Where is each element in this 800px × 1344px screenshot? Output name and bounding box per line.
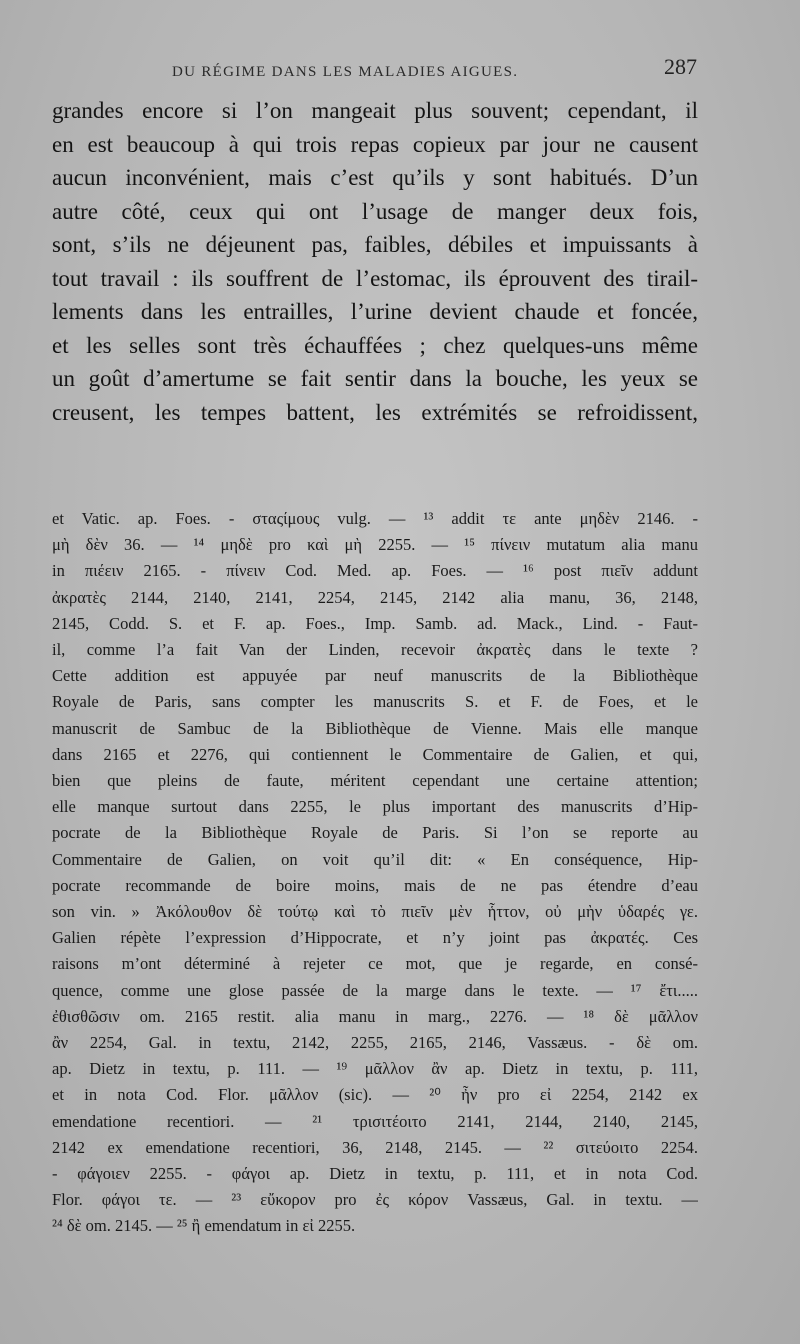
note-line: 2145, Codd. S. et F. ap. Foes., Imp. Samb. ad. Mack., Lind. - Faut-	[52, 613, 698, 633]
main-text-block	[52, 94, 698, 429]
note-line: manuscrit de Sambuc de la Bibliothèque de Vienne. Mais elle manque	[52, 718, 698, 738]
main-text-line: autre côté, ceux qui ont l’usage de manger deux fois,	[52, 198, 698, 224]
note-line: Galien répète l’expression d’Hippocrate, et n’y joint pas ἀκρατές. Ces	[52, 928, 698, 948]
note-line: dans 2165 et 2276, qui contiennent le Commentaire de Galien, et qui,	[52, 744, 698, 764]
note-line: - φάγοιεν 2255. - φάγοι ap. Dietz in textu, p. 111, et in nota Cod.	[52, 1164, 698, 1184]
note-line: ἂν 2254, Gal. in textu, 2142, 2255, 2165, 2146, Vassæus. - δὲ om.	[52, 1033, 698, 1053]
main-text-line: aucun inconvénient, mais c’est qu’ils y sont habitués. D’un	[52, 165, 698, 190]
note-line: il, comme l’a fait Van der Linden, recevoir ἀκρατὲς dans le texte ?	[52, 640, 698, 660]
note-line: Royale de Paris, sans compter les manuscrits S. et F. de Foes, et le	[52, 692, 698, 712]
main-text-line: un goût d’amertume se fait sentir dans la bouche, les yeux se	[52, 366, 698, 391]
note-line: ἐθισθῶσιν om. 2165 restit. alia manu in marg., 2276. — ¹⁸ δὲ μᾶλλον	[52, 1006, 698, 1026]
note-line: pocrate de la Bibliothèque Royale de Paris. Si l’on se reporte au	[52, 823, 698, 843]
note-line: ἀκρατὲς 2144, 2140, 2141, 2254, 2145, 2142 alia manu, 36, 2148,	[52, 587, 698, 607]
note-line: et in nota Cod. Flor. μᾶλλον (sic). — ²⁰ ἦν pro εἰ 2254, 2142 ex	[52, 1085, 698, 1105]
main-text-line: creusent, les tempes battent, les extrémités se refroidissent,	[52, 399, 698, 425]
note-line: son vin. » Ἀκόλουθον δὲ τούτῳ καὶ τὸ πιεῖν μὲν ἧττον, οὐ μὴν ὑδαρές γε.	[52, 902, 698, 922]
note-line: Commentaire de Galien, on voit qu’il dit: « En conséquence, Hip-	[52, 849, 698, 869]
note-line: μὴ δὲν 36. — ¹⁴ μηδὲ pro καὶ μὴ 2255. — ¹⁵ πίνειν mutatum alia manu	[52, 535, 698, 555]
main-text-line: en est beaucoup à qui trois repas copieux par jour ne causent	[52, 131, 698, 157]
note-line: Flor. φάγοι τε. — ²³ εὔκορον pro ἐς κόρον Vassæus, Gal. in textu. —	[52, 1190, 698, 1210]
note-line: quence, comme une glose passée de la marge dans le texte. — ¹⁷ ἔτι.....	[52, 980, 698, 1000]
note-line: Cette addition est appuyée par neuf manuscrits de la Bibliothèque	[52, 666, 698, 686]
main-text-line: grandes encore si l’on mangeait plus souvent; cependant, il	[52, 98, 698, 123]
note-line: emendatione recentiori. — ²¹ τρισιτέοιτο 2141, 2144, 2140, 2145,	[52, 1111, 698, 1131]
note-line: elle manque surtout dans 2255, le plus important des manuscrits d’Hip-	[52, 797, 698, 817]
page-header	[52, 54, 697, 88]
note-line: ²⁴ δὲ om. 2145. — ²⁵ ἢ emendatum in εἰ 2255.	[52, 1216, 356, 1236]
note-line: bien que pleins de faute, méritent cependant une certaine attention;	[52, 771, 698, 791]
note-line: pocrate recommande de boire moins, mais de ne pas étendre d’eau	[52, 875, 698, 895]
main-text-line: et les selles sont très échauffées ; chez quelques-uns même	[52, 332, 698, 358]
page-number: 287	[664, 54, 697, 79]
critical-notes-block	[52, 506, 698, 1240]
main-text-line: sont, s’ils ne déjeunent pas, faibles, débiles et impuissants à	[52, 232, 698, 257]
note-line: ap. Dietz in textu, p. 111. — ¹⁹ μᾶλλον ἂν ap. Dietz in textu, p. 111,	[52, 1059, 698, 1079]
main-text-line: tout travail : ils souffrent de l’estomac, ils éprouvent des tirail-	[52, 265, 698, 291]
note-line: 2142 ex emendatione recentiori, 36, 2148, 2145. — ²² σιτεύοιτο 2254.	[52, 1137, 698, 1157]
note-line: in πιέειν 2165. - πίνειν Cod. Med. ap. Foes. — ¹⁶ post πιεῖν addunt	[52, 561, 698, 581]
main-text-line: lements dans les entrailles, l’urine devient chaude et foncée,	[52, 299, 698, 324]
note-line: et Vatic. ap. Foes. - σταςίμους vulg. — ¹³ addit τε ante μηδὲν 2146. -	[52, 509, 698, 528]
note-line: raisons m’ont déterminé à rejeter ce mot, que je regarde, en consé-	[52, 954, 698, 974]
running-title: DU RÉGIME DANS LES MALADIES AIGUES.	[172, 64, 519, 80]
